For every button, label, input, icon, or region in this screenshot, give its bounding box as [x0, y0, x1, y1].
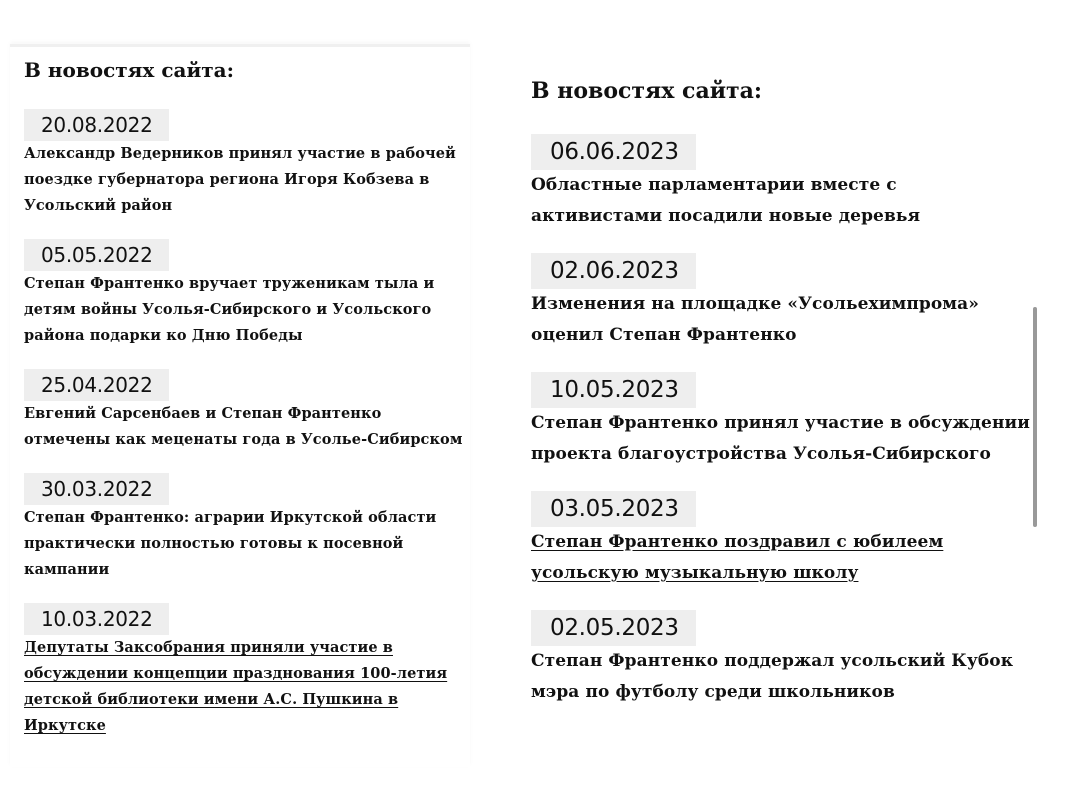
- vertical-scrollbar[interactable]: [1033, 307, 1037, 527]
- left-news-headline[interactable]: Евгений Сарсенбаев и Степан Франтенко отмечены как меценаты года в Усолье-Сибирском: [24, 405, 463, 448]
- left-news-headline[interactable]: Александр Ведерников принял участие в рабочей поездке губернатора региона Игоря Кобзева в Усольский район: [24, 145, 456, 214]
- left-news-inner: [24, 57, 464, 759]
- left-news-date: 30.03.2022: [24, 473, 169, 505]
- right-news-headline-link[interactable]: Степан Франтенко поздравил с юбилеем усольскую музыкальную школу: [531, 532, 944, 583]
- left-news-headline[interactable]: Степан Франтенко вручает труженикам тыла и детям войны Усолья-Сибирского и Усольского района подарки ко Дню Победы: [24, 275, 435, 344]
- left-news-panel: [10, 44, 470, 767]
- right-section-title: В новостях сайта:: [531, 78, 763, 104]
- left-section-title: В новостях сайта:: [24, 58, 235, 82]
- right-news-headline[interactable]: Изменения на площадке «Усольехимпрома» оценил Степан Франтенко: [531, 294, 980, 345]
- right-news-headline[interactable]: Степан Франтенко принял участие в обсуждении проекта благоустройства Усолья-Сибирского: [531, 413, 1030, 464]
- left-news-headline-link[interactable]: Депутаты Заксобрания приняли участие в обсуждении концепции празднования 100-летия детской библиотеки имени А.С. Пушкина в Иркутске: [24, 639, 448, 734]
- right-news-item: [531, 610, 1031, 708]
- right-news-date: 06.06.2023: [531, 134, 696, 170]
- left-news-date: 20.08.2022: [24, 109, 169, 141]
- right-news-headline[interactable]: Степан Франтенко поддержал усольский Кубок мэра по футболу среди школьников: [531, 651, 1014, 702]
- right-news-date: 02.05.2023: [531, 610, 696, 646]
- right-news-date: 03.05.2023: [531, 491, 696, 527]
- left-news-item: [24, 603, 464, 739]
- left-news-headline[interactable]: Степан Франтенко: аграрии Иркутской области практически полностью готовы к посевной кампании: [24, 509, 437, 578]
- left-news-item: [24, 109, 464, 219]
- right-news-date: 10.05.2023: [531, 372, 696, 408]
- left-news-item: [24, 473, 464, 583]
- right-news-panel: [531, 74, 1031, 729]
- right-news-item: [531, 253, 1031, 351]
- right-news-date: 02.06.2023: [531, 253, 696, 289]
- left-news-date: 05.05.2022: [24, 239, 169, 271]
- left-news-item: [24, 239, 464, 349]
- right-news-item: [531, 134, 1031, 232]
- left-news-date: 25.04.2022: [24, 369, 169, 401]
- right-news-item: [531, 372, 1031, 470]
- right-news-item: [531, 491, 1031, 589]
- right-news-headline[interactable]: Областные парламентарии вместе с активистами посадили новые деревья: [531, 175, 921, 226]
- left-news-item: [24, 369, 464, 453]
- left-news-date: 10.03.2022: [24, 603, 169, 635]
